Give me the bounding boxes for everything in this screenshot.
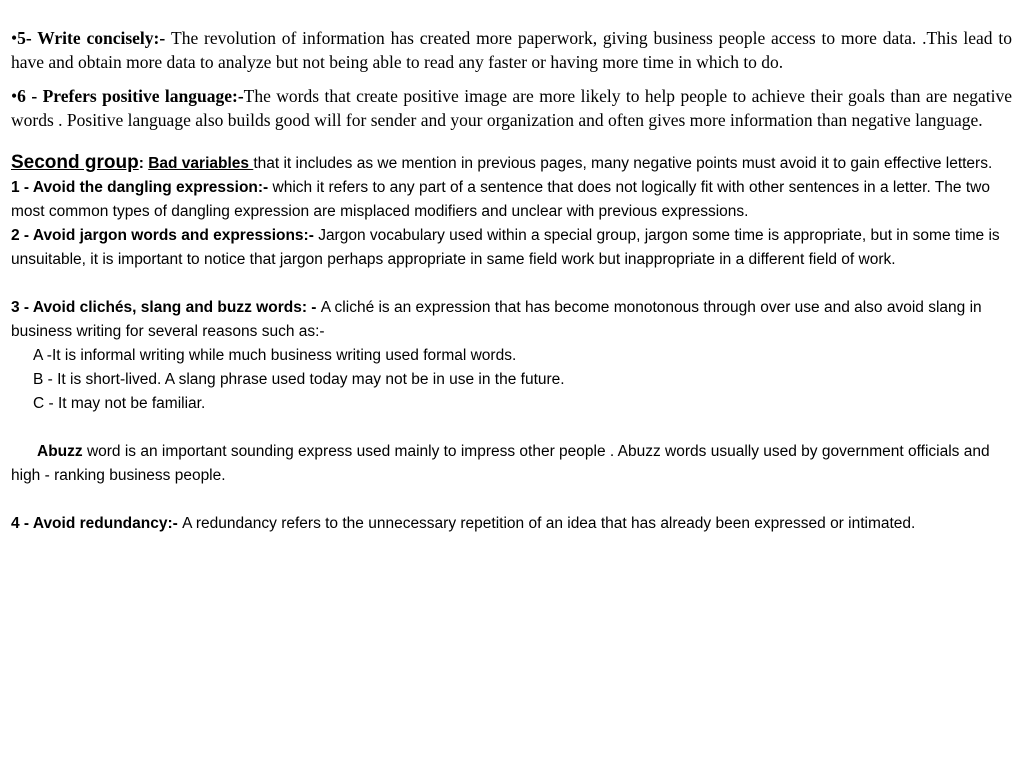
rule-label: 1 - Avoid the dangling expression:-: [11, 179, 273, 196]
rule-text: which it refers to any part of a sentence that does not logically fit with other sentences in a letter. The two most common types of dangling expression are misplaced modifiers and unclear with previous expressions.: [11, 179, 990, 220]
rule-text: A redundancy refers to the unnecessary repetition of an idea that has already been expressed or intimated.: [182, 515, 916, 532]
heading-colon: :: [138, 155, 149, 172]
item-text: The revolution of information has created more paperwork, giving business people access to more data. .This lead to have and obtain more data to analyze but not being able to read any faster or having more time in which to do.: [11, 28, 1012, 72]
rule-label: 3 - Avoid clichés, slang and buzz words: -: [11, 299, 321, 316]
item-positive-language: [11, 84, 1012, 132]
item-label: 5- Write concisely:-: [17, 28, 171, 48]
bullet: •: [11, 28, 18, 48]
bad-variables-label: Bad variables: [148, 155, 254, 172]
rule-dangling-expression: [11, 176, 1012, 224]
second-group-section: [11, 151, 1012, 536]
rule-text: Jargon vocabulary used within a special group, jargon some time is appropriate, but in some time is unsuitable, it is important to notice that jargon perhaps appropriate in same field work but inappropriate in a different field of work.: [11, 227, 1000, 268]
rule-redundancy: [11, 512, 1012, 536]
spacer: [11, 416, 1012, 440]
spacer: [11, 272, 1012, 296]
section-heading: Second group: [11, 152, 139, 173]
item-text: The words that create positive image are more likely to help people to achieve their goals than are negative words . Positive language also builds good will for sender and your organization and often gives more information than negative language.: [11, 86, 1012, 130]
rule-jargon: [11, 224, 1012, 272]
rule-cliches: [11, 296, 1012, 344]
reason-item: C - It may not be familiar.: [33, 395, 206, 412]
abuzz-paragraph: [11, 440, 1012, 488]
document-page: [11, 26, 1012, 536]
abuzz-text: word is an important sounding express used mainly to impress other people . Abuzz words usually used by government officials and high - ranking business people.: [11, 443, 990, 484]
spacer: [11, 488, 1012, 512]
bullet: •: [11, 86, 18, 106]
rule-label: 4 - Avoid redundancy:-: [11, 515, 183, 532]
item-label: 6 - Prefers positive language:-: [17, 86, 244, 106]
second-group-intro: [11, 151, 1012, 176]
rule-text: A cliché is an expression that has become monotonous through over use and also avoid slang in business writing for several reasons such as:-: [11, 299, 982, 340]
reason-item: B - It is short-lived. A slang phrase used today may not be in use in the future.: [33, 371, 565, 388]
item-write-concisely: [11, 26, 1012, 74]
reason-item: A -It is informal writing while much business writing used formal words.: [33, 347, 517, 364]
abuzz-label: Abuzz: [37, 443, 83, 460]
intro-text: that it includes as we mention in previous pages, many negative points must avoid it to gain effective letters.: [253, 155, 993, 172]
rule-label: 2 - Avoid jargon words and expressions:-: [11, 227, 319, 244]
